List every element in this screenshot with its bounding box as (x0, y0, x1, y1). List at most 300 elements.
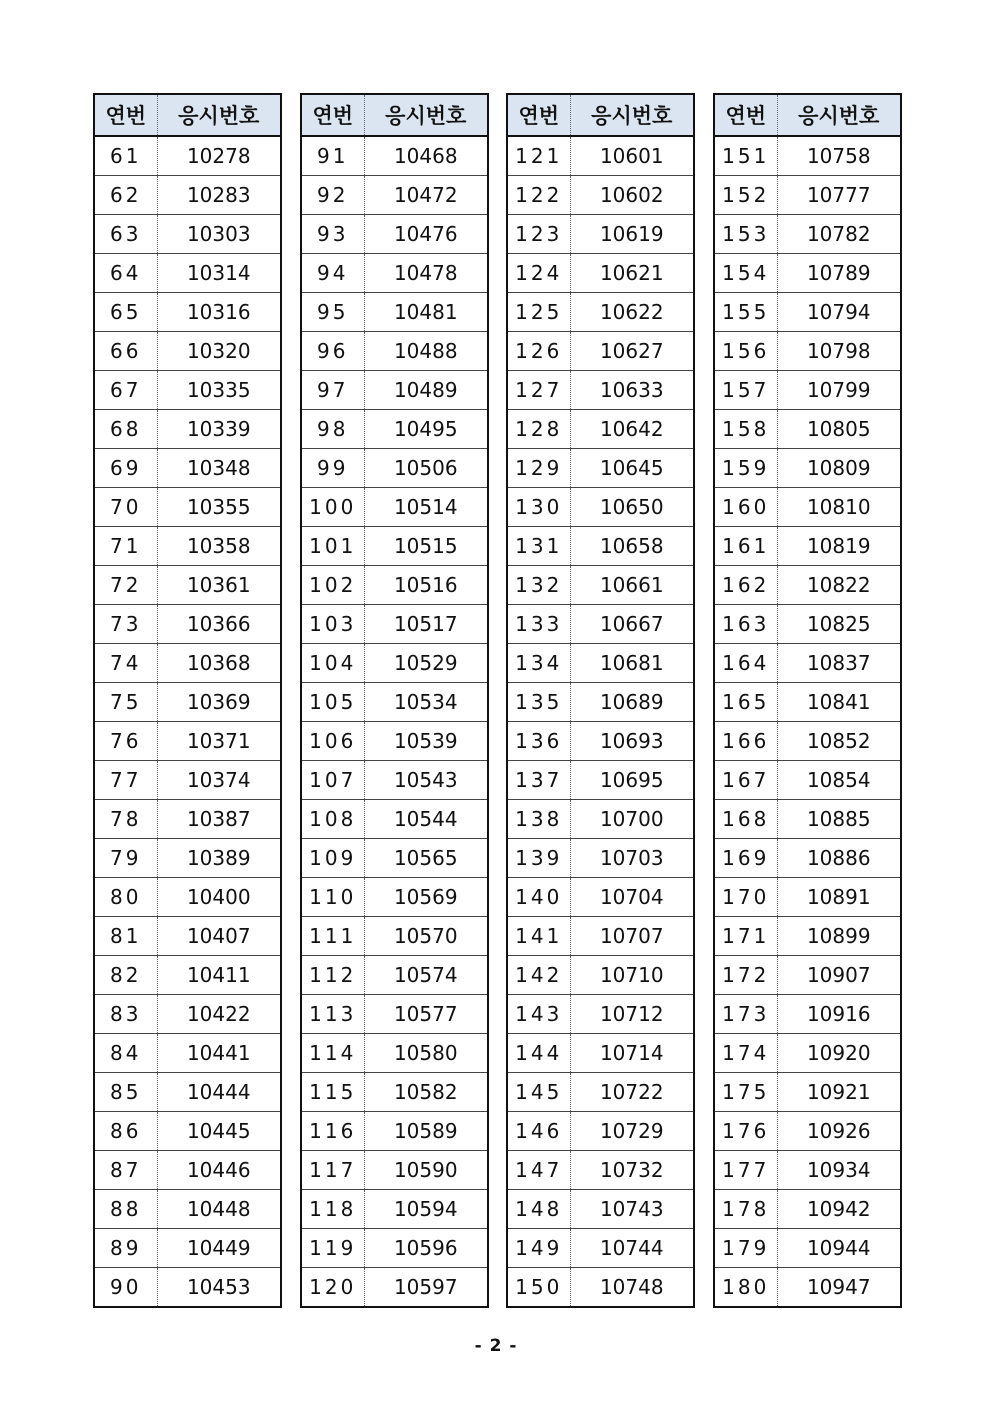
exam-number-cell: 10703 (570, 839, 694, 878)
table-row (301, 332, 488, 371)
seq-cell: 121 (507, 136, 570, 176)
seq-cell: 77 (94, 761, 157, 800)
table-row (301, 878, 488, 917)
seq-cell: 97 (301, 371, 364, 410)
seq-cell: 78 (94, 800, 157, 839)
exam-number-cell: 10448 (157, 1190, 281, 1229)
exam-number-cell: 10920 (777, 1034, 901, 1073)
exam-number-cell: 10729 (570, 1112, 694, 1151)
seq-cell: 137 (507, 761, 570, 800)
exam-number-cell: 10468 (364, 136, 488, 176)
table-row (714, 878, 901, 917)
seq-cell: 82 (94, 956, 157, 995)
table-row (507, 566, 694, 605)
table-row (301, 605, 488, 644)
seq-cell: 85 (94, 1073, 157, 1112)
exam-number-cell: 10885 (777, 800, 901, 839)
table-row (94, 410, 281, 449)
seq-cell: 127 (507, 371, 570, 410)
exam-number-cell: 10782 (777, 215, 901, 254)
table-row (301, 1151, 488, 1190)
exam-number-header: 응시번호 (777, 94, 901, 136)
table-row (94, 254, 281, 293)
results-tables (93, 93, 900, 1299)
exam-number-cell: 10758 (777, 136, 901, 176)
exam-number-cell: 10407 (157, 917, 281, 956)
table-row (301, 995, 488, 1034)
exam-number-cell: 10495 (364, 410, 488, 449)
table-row (94, 761, 281, 800)
exam-number-cell: 10707 (570, 917, 694, 956)
seq-cell: 143 (507, 995, 570, 1034)
seq-cell: 133 (507, 605, 570, 644)
seq-cell: 70 (94, 488, 157, 527)
exam-number-cell: 10596 (364, 1229, 488, 1268)
exam-number-cell: 10478 (364, 254, 488, 293)
table-row (507, 761, 694, 800)
exam-number-cell: 10916 (777, 995, 901, 1034)
exam-number-cell: 10822 (777, 566, 901, 605)
exam-number-cell: 10921 (777, 1073, 901, 1112)
seq-cell: 134 (507, 644, 570, 683)
seq-cell: 65 (94, 293, 157, 332)
table-row (714, 371, 901, 410)
seq-cell: 94 (301, 254, 364, 293)
table-row (714, 1073, 901, 1112)
exam-number-cell: 10445 (157, 1112, 281, 1151)
table-row (301, 917, 488, 956)
table-header-row (94, 94, 281, 136)
exam-number-cell: 10597 (364, 1268, 488, 1308)
table-row (301, 136, 488, 176)
exam-number-cell: 10926 (777, 1112, 901, 1151)
exam-number-cell: 10627 (570, 332, 694, 371)
table-row (94, 293, 281, 332)
exam-number-cell: 10661 (570, 566, 694, 605)
exam-number-cell: 10580 (364, 1034, 488, 1073)
table-row (507, 215, 694, 254)
table-row (714, 410, 901, 449)
exam-number-cell: 10667 (570, 605, 694, 644)
table-row (94, 332, 281, 371)
exam-number-header: 응시번호 (570, 94, 694, 136)
exam-number-cell: 10506 (364, 449, 488, 488)
seq-header: 연번 (301, 94, 364, 136)
exam-number-header: 응시번호 (157, 94, 281, 136)
exam-number-cell: 10622 (570, 293, 694, 332)
exam-number-cell: 10681 (570, 644, 694, 683)
table-row (714, 956, 901, 995)
seq-cell: 92 (301, 176, 364, 215)
seq-cell: 104 (301, 644, 364, 683)
table-row (301, 1073, 488, 1112)
table-row (301, 800, 488, 839)
seq-cell: 79 (94, 839, 157, 878)
table-header-row (507, 94, 694, 136)
seq-cell: 138 (507, 800, 570, 839)
seq-cell: 119 (301, 1229, 364, 1268)
table-row (94, 683, 281, 722)
exam-number-cell: 10642 (570, 410, 694, 449)
table-row (714, 1151, 901, 1190)
table-row (94, 488, 281, 527)
table-row (94, 605, 281, 644)
seq-cell: 113 (301, 995, 364, 1034)
exam-number-cell: 10891 (777, 878, 901, 917)
exam-number-cell: 10441 (157, 1034, 281, 1073)
exam-number-cell: 10589 (364, 1112, 488, 1151)
exam-number-cell: 10539 (364, 722, 488, 761)
seq-cell: 173 (714, 995, 777, 1034)
seq-cell: 90 (94, 1268, 157, 1308)
exam-number-cell: 10400 (157, 878, 281, 917)
seq-cell: 99 (301, 449, 364, 488)
table-row (714, 293, 901, 332)
exam-number-cell: 10650 (570, 488, 694, 527)
table-row (714, 1190, 901, 1229)
seq-cell: 100 (301, 488, 364, 527)
exam-number-cell: 10411 (157, 956, 281, 995)
exam-number-cell: 10700 (570, 800, 694, 839)
exam-number-cell: 10947 (777, 1268, 901, 1308)
exam-number-cell: 10944 (777, 1229, 901, 1268)
exam-number-cell: 10743 (570, 1190, 694, 1229)
table-row (714, 722, 901, 761)
table-row (507, 644, 694, 683)
seq-cell: 89 (94, 1229, 157, 1268)
exam-number-cell: 10481 (364, 293, 488, 332)
exam-number-header: 응시번호 (364, 94, 488, 136)
exam-number-cell: 10517 (364, 605, 488, 644)
seq-cell: 146 (507, 1112, 570, 1151)
seq-cell: 105 (301, 683, 364, 722)
seq-cell: 76 (94, 722, 157, 761)
seq-cell: 164 (714, 644, 777, 683)
exam-number-cell: 10809 (777, 449, 901, 488)
table-row (507, 332, 694, 371)
exam-number-cell: 10854 (777, 761, 901, 800)
seq-cell: 170 (714, 878, 777, 917)
seq-cell: 135 (507, 683, 570, 722)
table-row (94, 1112, 281, 1151)
seq-cell: 158 (714, 410, 777, 449)
table-row (714, 683, 901, 722)
table-row (94, 1151, 281, 1190)
exam-number-cell: 10841 (777, 683, 901, 722)
table-row (301, 1190, 488, 1229)
table-row (301, 761, 488, 800)
seq-cell: 167 (714, 761, 777, 800)
exam-number-cell: 10886 (777, 839, 901, 878)
seq-cell: 151 (714, 136, 777, 176)
seq-cell: 98 (301, 410, 364, 449)
seq-cell: 91 (301, 136, 364, 176)
seq-cell: 179 (714, 1229, 777, 1268)
table-row (301, 683, 488, 722)
seq-cell: 142 (507, 956, 570, 995)
exam-number-cell: 10825 (777, 605, 901, 644)
table-row (507, 995, 694, 1034)
exam-number-cell: 10476 (364, 215, 488, 254)
seq-cell: 180 (714, 1268, 777, 1308)
seq-cell: 96 (301, 332, 364, 371)
exam-number-cell: 10794 (777, 293, 901, 332)
seq-cell: 93 (301, 215, 364, 254)
exam-number-cell: 10942 (777, 1190, 901, 1229)
exam-number-cell: 10777 (777, 176, 901, 215)
seq-cell: 66 (94, 332, 157, 371)
table-row (714, 488, 901, 527)
seq-cell: 120 (301, 1268, 364, 1308)
seq-cell: 103 (301, 605, 364, 644)
seq-cell: 68 (94, 410, 157, 449)
exam-number-cell: 10810 (777, 488, 901, 527)
seq-cell: 141 (507, 917, 570, 956)
table-row (94, 136, 281, 176)
seq-cell: 157 (714, 371, 777, 410)
table-row (94, 878, 281, 917)
seq-cell: 108 (301, 800, 364, 839)
table-row (94, 1034, 281, 1073)
seq-cell: 114 (301, 1034, 364, 1073)
table-row (94, 1190, 281, 1229)
table-row (301, 176, 488, 215)
exam-number-cell: 10368 (157, 644, 281, 683)
table-row (714, 761, 901, 800)
seq-cell: 118 (301, 1190, 364, 1229)
seq-cell: 71 (94, 527, 157, 566)
exam-number-cell: 10543 (364, 761, 488, 800)
seq-cell: 83 (94, 995, 157, 1034)
seq-cell: 115 (301, 1073, 364, 1112)
seq-cell: 165 (714, 683, 777, 722)
table-row (714, 136, 901, 176)
seq-cell: 174 (714, 1034, 777, 1073)
table-row (94, 176, 281, 215)
results-table (506, 93, 695, 1308)
exam-number-cell: 10516 (364, 566, 488, 605)
seq-cell: 152 (714, 176, 777, 215)
exam-number-cell: 10934 (777, 1151, 901, 1190)
exam-number-cell: 10422 (157, 995, 281, 1034)
table-row (507, 1034, 694, 1073)
page-number: - 2 - (474, 1336, 518, 1356)
seq-cell: 156 (714, 332, 777, 371)
seq-cell: 178 (714, 1190, 777, 1229)
table-row (507, 605, 694, 644)
exam-number-cell: 10658 (570, 527, 694, 566)
exam-number-cell: 10722 (570, 1073, 694, 1112)
table-row (507, 1268, 694, 1308)
table-row (301, 371, 488, 410)
exam-number-cell: 10348 (157, 449, 281, 488)
seq-cell: 172 (714, 956, 777, 995)
exam-number-cell: 10335 (157, 371, 281, 410)
seq-cell: 110 (301, 878, 364, 917)
table-row (94, 1268, 281, 1308)
table-row (714, 1229, 901, 1268)
table-row (714, 644, 901, 683)
seq-cell: 126 (507, 332, 570, 371)
exam-number-cell: 10689 (570, 683, 694, 722)
table-row (507, 800, 694, 839)
seq-cell: 86 (94, 1112, 157, 1151)
seq-cell: 148 (507, 1190, 570, 1229)
seq-cell: 81 (94, 917, 157, 956)
exam-number-cell: 10852 (777, 722, 901, 761)
exam-number-cell: 10374 (157, 761, 281, 800)
table-row (301, 410, 488, 449)
seq-cell: 123 (507, 215, 570, 254)
seq-cell: 131 (507, 527, 570, 566)
table-row (507, 917, 694, 956)
table-row (301, 1034, 488, 1073)
exam-number-cell: 10514 (364, 488, 488, 527)
exam-number-cell: 10602 (570, 176, 694, 215)
exam-number-cell: 10621 (570, 254, 694, 293)
table-row (507, 488, 694, 527)
seq-cell: 166 (714, 722, 777, 761)
table-row (94, 1229, 281, 1268)
table-row (301, 644, 488, 683)
table-row (301, 215, 488, 254)
seq-cell: 73 (94, 605, 157, 644)
seq-cell: 117 (301, 1151, 364, 1190)
table-row (301, 254, 488, 293)
seq-cell: 136 (507, 722, 570, 761)
exam-number-cell: 10472 (364, 176, 488, 215)
seq-cell: 161 (714, 527, 777, 566)
seq-cell: 160 (714, 488, 777, 527)
exam-number-cell: 10303 (157, 215, 281, 254)
exam-number-cell: 10704 (570, 878, 694, 917)
table-row (301, 566, 488, 605)
exam-number-cell: 10582 (364, 1073, 488, 1112)
table-row (714, 566, 901, 605)
table-row (94, 917, 281, 956)
exam-number-cell: 10695 (570, 761, 694, 800)
table-row (507, 293, 694, 332)
exam-number-cell: 10798 (777, 332, 901, 371)
table-row (714, 917, 901, 956)
exam-number-cell: 10369 (157, 683, 281, 722)
table-row (301, 722, 488, 761)
table-header-row (301, 94, 488, 136)
seq-cell: 162 (714, 566, 777, 605)
table-row (507, 1229, 694, 1268)
seq-header: 연번 (507, 94, 570, 136)
table-row (714, 215, 901, 254)
table-row (507, 878, 694, 917)
exam-number-cell: 10577 (364, 995, 488, 1034)
exam-number-cell: 10570 (364, 917, 488, 956)
seq-cell: 61 (94, 136, 157, 176)
seq-cell: 111 (301, 917, 364, 956)
seq-cell: 107 (301, 761, 364, 800)
table-row (301, 839, 488, 878)
exam-number-cell: 10645 (570, 449, 694, 488)
exam-number-cell: 10899 (777, 917, 901, 956)
table-row (714, 449, 901, 488)
table-row (714, 1268, 901, 1308)
seq-cell: 132 (507, 566, 570, 605)
exam-number-cell: 10594 (364, 1190, 488, 1229)
exam-number-cell: 10789 (777, 254, 901, 293)
seq-cell: 74 (94, 644, 157, 683)
seq-cell: 155 (714, 293, 777, 332)
table-row (94, 527, 281, 566)
seq-cell: 125 (507, 293, 570, 332)
exam-number-cell: 10907 (777, 956, 901, 995)
table-row (714, 800, 901, 839)
seq-cell: 153 (714, 215, 777, 254)
table-row (301, 527, 488, 566)
seq-cell: 102 (301, 566, 364, 605)
seq-cell: 163 (714, 605, 777, 644)
table-row (507, 527, 694, 566)
seq-cell: 154 (714, 254, 777, 293)
table-row (94, 215, 281, 254)
table-row (301, 449, 488, 488)
exam-number-cell: 10574 (364, 956, 488, 995)
table-row (507, 449, 694, 488)
seq-cell: 64 (94, 254, 157, 293)
table-row (714, 995, 901, 1034)
exam-number-cell: 10449 (157, 1229, 281, 1268)
exam-number-cell: 10488 (364, 332, 488, 371)
seq-cell: 177 (714, 1151, 777, 1190)
table-row (507, 1112, 694, 1151)
table-row (714, 527, 901, 566)
exam-number-cell: 10453 (157, 1268, 281, 1308)
table-row (714, 839, 901, 878)
seq-cell: 112 (301, 956, 364, 995)
exam-number-cell: 10714 (570, 1034, 694, 1073)
exam-number-cell: 10748 (570, 1268, 694, 1308)
seq-cell: 128 (507, 410, 570, 449)
exam-number-cell: 10529 (364, 644, 488, 683)
exam-number-cell: 10819 (777, 527, 901, 566)
table-row (94, 371, 281, 410)
seq-header: 연번 (94, 94, 157, 136)
seq-cell: 101 (301, 527, 364, 566)
seq-cell: 63 (94, 215, 157, 254)
seq-cell: 149 (507, 1229, 570, 1268)
exam-number-cell: 10371 (157, 722, 281, 761)
table-row (94, 449, 281, 488)
exam-number-cell: 10619 (570, 215, 694, 254)
exam-number-cell: 10693 (570, 722, 694, 761)
results-table (713, 93, 902, 1308)
exam-number-cell: 10278 (157, 136, 281, 176)
exam-number-cell: 10601 (570, 136, 694, 176)
table-row (301, 1112, 488, 1151)
seq-cell: 169 (714, 839, 777, 878)
seq-cell: 124 (507, 254, 570, 293)
table-row (714, 254, 901, 293)
seq-cell: 95 (301, 293, 364, 332)
table-row (507, 176, 694, 215)
table-row (94, 722, 281, 761)
table-row (714, 1034, 901, 1073)
seq-cell: 122 (507, 176, 570, 215)
exam-number-cell: 10489 (364, 371, 488, 410)
seq-cell: 62 (94, 176, 157, 215)
exam-number-cell: 10361 (157, 566, 281, 605)
table-row (714, 176, 901, 215)
exam-number-cell: 10358 (157, 527, 281, 566)
exam-number-cell: 10544 (364, 800, 488, 839)
